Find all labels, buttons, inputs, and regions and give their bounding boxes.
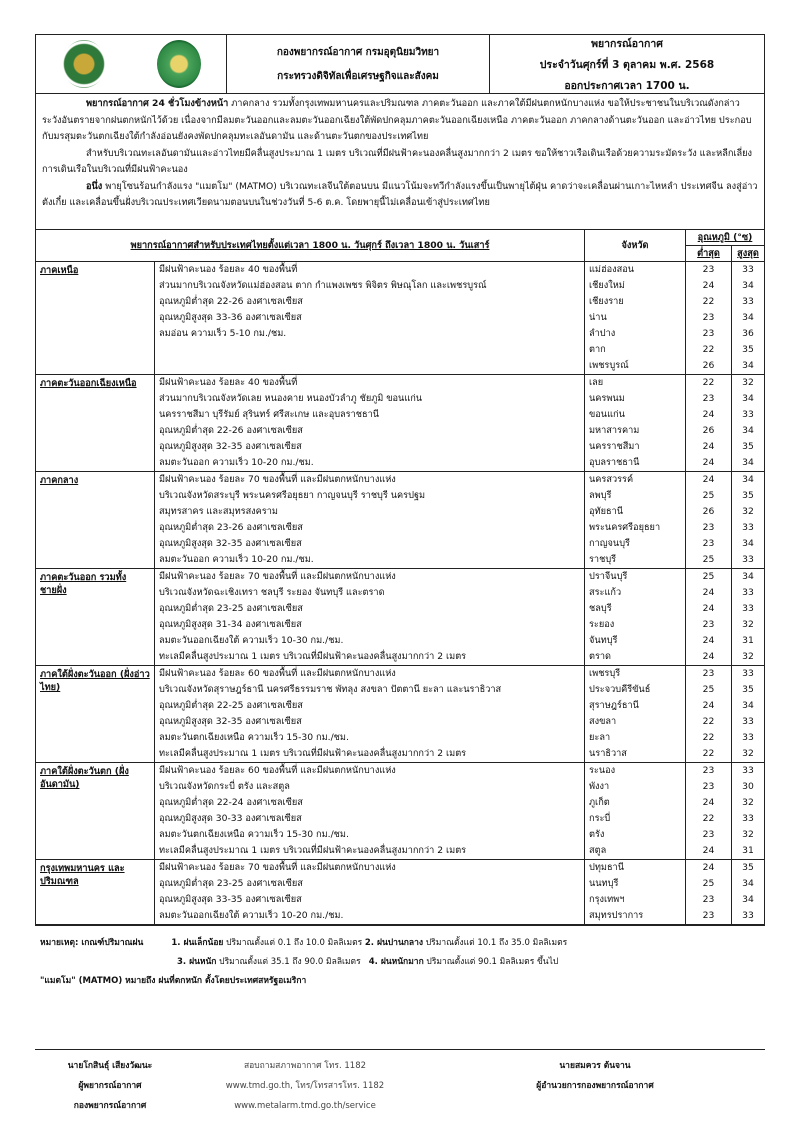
- n1-text: ปริมาณตั้งแต่ 0.1 ถึง 10.0 มิลลิเมตร: [223, 938, 365, 948]
- min-temp: 25: [702, 878, 715, 889]
- director-role: ผู้อำนวยการกองพยากรณ์อากาศ: [536, 1081, 654, 1091]
- max-temp: 32: [742, 829, 754, 840]
- description-line: อุณหภูมิสูงสุด 33-35 องศาเซลเซียส: [159, 894, 302, 905]
- contact-phone: สอบถามสภาพอากาศ โทร. 1182: [243, 1061, 367, 1071]
- rain-criteria-2: [40, 953, 567, 972]
- min-temp: 22: [702, 377, 715, 388]
- region-section: [36, 472, 764, 569]
- title: พยากรณ์อากาศ: [591, 37, 663, 50]
- min-temp: 23: [702, 328, 715, 339]
- max-temp: 33: [742, 910, 754, 921]
- min-temp: 25: [702, 684, 715, 695]
- region-section: [36, 666, 764, 763]
- summary-p2: สำหรับบริเวณทะเลอันดามันและอ่าวไทยมีคลื่นสูงประมาณ 1 เมตร บริเวณที่มีฝนฟ้าคะนองคลื่นสูงมากกว่า 2 เมตร ขอให้ชาวเรือเดินเรือด้วยความระมัดระวัง และหลีกเลี่ยงการเดินเรือในบริเวณที่มีฝนฟ้าคะนอง: [42, 147, 753, 175]
- province-name: อุทัยธานี: [589, 506, 624, 517]
- logos: [36, 35, 227, 93]
- province-name: อุบลราชธานี: [589, 457, 640, 468]
- region-description: [155, 262, 585, 375]
- min-temp: 24: [702, 587, 715, 598]
- description-line: ลมตะวันตกเฉียงเหนือ ความเร็ว 15-30 กม./ชม.: [159, 829, 349, 840]
- max-temp: 33: [742, 587, 754, 598]
- province-name: มหาสารคาม: [589, 425, 640, 436]
- max-temp-cell: [732, 763, 765, 860]
- min-temp-cell: [686, 569, 732, 666]
- max-temp: 33: [742, 765, 754, 776]
- max-temp-cell: [732, 472, 765, 569]
- max-temp: 33: [742, 668, 754, 679]
- description-line: อุณหภูมิต่ำสุด 22-25 องศาเซลเซียส: [159, 700, 303, 711]
- province-cell: [585, 666, 686, 763]
- province-name: ชลบุรี: [589, 603, 612, 614]
- max-temp: 32: [742, 651, 754, 662]
- forecast-box: [35, 34, 765, 926]
- rain-criteria-1: [40, 934, 567, 953]
- min-header: ต่ำสุด: [686, 246, 732, 262]
- description-line: ทะเลมีคลื่นสูงประมาณ 1 เมตร บริเวณที่มีฝนฟ้าคะนองคลื่นสูงมากกว่า 2 เมตร: [159, 748, 467, 759]
- description-line: ส่วนมากบริเวณจังหวัดแม่ฮ่องสอน ตาก กำแพงเพชร พิจิตร พิษณุโลก และเพชรบูรณ์: [159, 280, 487, 291]
- region-description: [155, 472, 585, 569]
- region-label: ภาคใต้ฝั่งตะวันตก (ฝั่งอันดามัน): [40, 766, 129, 790]
- notes-label: หมายเหตุ: เกณฑ์ปริมาณฝน: [40, 938, 144, 948]
- region-name: [36, 375, 155, 472]
- n1-label: 1. ฝนเล็กน้อย: [171, 938, 224, 948]
- min-temp: 26: [702, 425, 715, 436]
- summary-p1: [42, 96, 758, 146]
- max-temp: 33: [742, 296, 754, 307]
- org-line1: กองพยากรณ์อากาศ กรมอุตุนิยมวิทยา: [276, 46, 440, 58]
- province-cell: [585, 569, 686, 666]
- description-line: อุณหภูมิสูงสุด 31-34 องศาเซลเซียส: [159, 619, 302, 630]
- max-temp-cell: [732, 569, 765, 666]
- max-temp: 35: [742, 684, 754, 695]
- max-temp: 35: [742, 862, 754, 873]
- province-name: กรุงเทพฯ: [589, 894, 625, 905]
- province-name: ระยอง: [589, 619, 615, 630]
- description-line: มีฝนฟ้าคะนอง ร้อยละ 60 ของพื้นที่ และมีฝนตกหนักบางแห่ง: [159, 668, 396, 679]
- description-line: ทะเลมีคลื่นสูงประมาณ 1 เมตร บริเวณที่มีฝนฟ้าคะนองคลื่นสูงมากกว่า 2 เมตร: [159, 845, 467, 856]
- date: ประจำวันศุกร์ที่ 3 ตุลาคม พ.ศ. 2568: [539, 58, 715, 71]
- min-temp: 24: [702, 457, 715, 468]
- min-temp: 23: [702, 910, 715, 921]
- max-temp: 33: [742, 732, 754, 743]
- region-name: [36, 569, 155, 666]
- max-temp: 32: [742, 748, 754, 759]
- province-name: สมุทรปราการ: [589, 910, 644, 921]
- description-line: อุณหภูมิต่ำสุด 23-26 องศาเซลเซียส: [159, 522, 303, 533]
- description-line: สมุทรสาคร และสมุทรสงคราม: [159, 506, 278, 517]
- description-line: อุณหภูมิต่ำสุด 22-26 องศาเซลเซียส: [159, 296, 303, 307]
- region-section: [36, 569, 764, 666]
- min-temp: 22: [702, 344, 715, 355]
- max-temp: 32: [742, 377, 754, 388]
- max-temp: 33: [742, 813, 754, 824]
- min-temp: 24: [702, 409, 715, 420]
- max-temp: 30: [742, 781, 754, 792]
- region-label: กรุงเทพมหานคร และปริมณฑล: [40, 863, 125, 887]
- max-temp-cell: [732, 860, 765, 925]
- max-temp: 33: [742, 554, 754, 565]
- min-temp: 24: [702, 603, 715, 614]
- n3-label: 3. ฝนหนัก: [177, 957, 217, 967]
- summary-p3: [42, 179, 758, 212]
- max-temp: 33: [742, 603, 754, 614]
- description-line: มีฝนฟ้าคะนอง ร้อยละ 70 ของพื้นที่ และมีฝนตกหนักบางแห่ง: [159, 862, 396, 873]
- max-temp-cell: [732, 666, 765, 763]
- province-name: เชียงใหม่: [589, 280, 625, 291]
- document-title: [490, 35, 764, 93]
- max-temp: 32: [742, 506, 754, 517]
- min-temp-cell: [686, 472, 732, 569]
- min-temp: 23: [702, 312, 715, 323]
- province-cell: [585, 860, 686, 925]
- province-cell: [585, 763, 686, 860]
- n4-label: 4. ฝนหนักมาก: [368, 957, 424, 967]
- province-name: ขอนแก่น: [589, 409, 625, 420]
- description-line: ลมอ่อน ความเร็ว 5-10 กม./ชม.: [159, 328, 287, 339]
- province-name: พังงา: [589, 781, 610, 792]
- max-temp: 34: [742, 280, 754, 291]
- summary: [36, 94, 764, 230]
- director: [505, 1056, 685, 1096]
- region-description: [155, 763, 585, 860]
- min-temp: 22: [702, 732, 715, 743]
- max-temp: 34: [742, 457, 754, 468]
- region-section: [36, 375, 764, 472]
- forecaster-dept: กองพยากรณ์อากาศ: [73, 1101, 147, 1111]
- province-cell: [585, 375, 686, 472]
- region-name: [36, 472, 155, 569]
- max-temp: 35: [742, 344, 754, 355]
- min-temp: 23: [702, 264, 715, 275]
- summary-p3-lead: อนึ่ง: [86, 180, 103, 192]
- min-temp: 22: [702, 296, 715, 307]
- description-line: อุณหภูมิต่ำสุด 22-24 องศาเซลเซียส: [159, 797, 303, 808]
- max-temp: 34: [742, 878, 754, 889]
- max-temp: 33: [742, 716, 754, 727]
- region-section: [36, 763, 764, 860]
- description-line: มีฝนฟ้าคะนอง ร้อยละ 40 ของพื้นที่: [159, 264, 298, 275]
- description-line: มีฝนฟ้าคะนอง ร้อยละ 60 ของพื้นที่ และมีฝนตกหนักบางแห่ง: [159, 765, 396, 776]
- n2-label: 2. ฝนปานกลาง: [364, 938, 424, 948]
- contact-service-link[interactable]: www.metalarm.tmd.go.th/service: [234, 1101, 376, 1111]
- max-temp: 34: [742, 571, 754, 582]
- n3-text: ปริมาณตั้งแต่ 35.1 ถึง 90.0 มิลลิเมตร: [216, 957, 361, 967]
- region-description: [155, 569, 585, 666]
- min-temp: 23: [702, 538, 715, 549]
- province-name: ปทุมธานี: [589, 862, 624, 873]
- min-temp-cell: [686, 375, 732, 472]
- region-label: ภาคเหนือ: [40, 265, 79, 276]
- contact-website[interactable]: www.tmd.go.th, โทร/โทรสารโทร. 1182: [225, 1081, 385, 1091]
- province-name: ประจวบคีรีขันธ์: [589, 684, 651, 695]
- province-name: กาญจนบุรี: [589, 538, 630, 549]
- province-cell: [585, 262, 686, 375]
- min-temp-cell: [686, 262, 732, 375]
- description-line: อุณหภูมิต่ำสุด 23-25 องศาเซลเซียส: [159, 878, 303, 889]
- min-temp: 25: [702, 571, 715, 582]
- min-temp: 26: [702, 360, 715, 371]
- max-temp: 34: [742, 393, 754, 404]
- forecaster: [45, 1056, 175, 1116]
- min-temp: 24: [702, 797, 715, 808]
- min-temp: 24: [702, 280, 715, 291]
- max-temp: 34: [742, 538, 754, 549]
- description-line: มีฝนฟ้าคะนอง ร้อยละ 70 ของพื้นที่ และมีฝนตกหนักบางแห่ง: [159, 474, 396, 485]
- n4-text: ปริมาณตั้งแต่ 90.1 มิลลิเมตร ขึ้นไป: [423, 957, 559, 967]
- province-name: เชียงราย: [589, 296, 624, 307]
- description-line: ลมตะวันออก ความเร็ว 10-20 กม./ชม.: [159, 457, 314, 468]
- director-name: นายสมควร ต้นจาน: [559, 1061, 631, 1071]
- max-temp: 34: [742, 894, 754, 905]
- n2-text: ปริมาณตั้งแต่ 10.1 ถึง 35.0 มิลลิเมตร: [423, 938, 568, 948]
- region-name: [36, 860, 155, 925]
- notes: [40, 934, 567, 991]
- region-label: ภาคใต้ฝั่งตะวันออก (ฝั่งอ่าวไทย): [40, 669, 150, 693]
- province-name: สระแก้ว: [589, 587, 622, 598]
- min-temp: 24: [702, 862, 715, 873]
- description-line: บริเวณจังหวัดสุราษฎร์ธานี นครศรีธรรมราช พัทลุง สงขลา ปัตตานี ยะลา และนราธิวาส: [159, 684, 502, 695]
- min-temp: 23: [702, 765, 715, 776]
- min-temp: 26: [702, 506, 715, 517]
- min-temp-cell: [686, 666, 732, 763]
- province-name: น่าน: [589, 312, 607, 323]
- province-name: ตรัง: [589, 829, 605, 840]
- min-temp: 24: [702, 651, 715, 662]
- min-temp: 23: [702, 619, 715, 630]
- description-line: อุณหภูมิต่ำสุด 22-26 องศาเซลเซียส: [159, 425, 303, 436]
- province-name: ตาก: [589, 344, 606, 355]
- description-line: อุณหภูมิสูงสุด 30-33 องศาเซลเซียส: [159, 813, 302, 824]
- min-temp: 24: [702, 441, 715, 452]
- max-temp: 34: [742, 474, 754, 485]
- forecast-table: [36, 230, 764, 925]
- max-temp: 36: [742, 328, 754, 339]
- description-line: มีฝนฟ้าคะนอง ร้อยละ 70 ของพื้นที่ และมีฝนตกหนักบางแห่ง: [159, 571, 396, 582]
- description-line: ลมตะวันออกเฉียงใต้ ความเร็ว 10-30 กม./ชม.: [159, 635, 344, 646]
- max-temp-cell: [732, 375, 765, 472]
- province-name: นนทบุรี: [589, 878, 619, 889]
- province-name: สงขลา: [589, 716, 617, 727]
- max-temp-cell: [732, 262, 765, 375]
- region-label: ภาคตะวันออกเฉียงเหนือ: [40, 378, 137, 389]
- min-temp: 23: [702, 393, 715, 404]
- description-line: บริเวณจังหวัดกระบี่ ตรัง และสตูล: [159, 781, 290, 792]
- province-name: สตูล: [589, 845, 607, 856]
- header: [36, 35, 764, 94]
- min-temp: 23: [702, 668, 715, 679]
- region-label: ภาคกลาง: [40, 475, 79, 486]
- summary-p3-text: พายุโซนร้อนกำลังแรง "แมตโม" (MATMO) บริเวณทะเลจีนใต้ตอนบน มีแนวโน้มจะทวีกำลังแรงขึ้นเป็นพายุไต้ฝุ่น คาดว่าจะเคลื่อนผ่านเกาะไหหลำ ประเทศจีน ลงสู่อ่าวตังเกี๋ย และเคลื่อนขึ้นฝั่งบริเวณประเทศเวียดนามตอนบนในช่วงวันที่ 5-6 ต.ค. โดยพายุนี้ไม่เคลื่อนเข้าสู่ประเทศไทย: [42, 180, 758, 208]
- province-name: สุราษฎร์ธานี: [589, 700, 639, 711]
- min-temp: 24: [702, 700, 715, 711]
- footer: [35, 1049, 765, 1111]
- description-line: อุณหภูมิสูงสุด 32-35 องศาเซลเซียส: [159, 538, 302, 549]
- description-line: อุณหภูมิสูงสุด 33-36 องศาเซลเซียส: [159, 312, 302, 323]
- description-line: มีฝนฟ้าคะนอง ร้อยละ 40 ของพื้นที่: [159, 377, 298, 388]
- min-temp: 25: [702, 554, 715, 565]
- description-line: นครราชสีมา บุรีรัมย์ สุรินทร์ ศรีสะเกษ และอุบลราชธานี: [159, 409, 380, 420]
- min-temp: 24: [702, 635, 715, 646]
- max-temp: 33: [742, 264, 754, 275]
- province-name: พระนครศรีอยุธยา: [589, 522, 661, 533]
- min-temp: 22: [702, 813, 715, 824]
- province-name: ตราด: [589, 651, 612, 662]
- max-temp: 35: [742, 441, 754, 452]
- province-name: เลย: [589, 377, 604, 388]
- province-name: เพชรบุรี: [589, 668, 621, 679]
- max-header: สูงสุด: [732, 246, 765, 262]
- region-description: [155, 860, 585, 925]
- min-temp-cell: [686, 860, 732, 925]
- contact: [210, 1056, 400, 1116]
- issued-time: ออกประกาศเวลา 1700 น.: [564, 79, 690, 92]
- min-temp: 23: [702, 781, 715, 792]
- province-header: จังหวัด: [585, 230, 686, 262]
- min-temp: 23: [702, 894, 715, 905]
- description-line: ลมตะวันตกเฉียงเหนือ ความเร็ว 15-30 กม./ชม.: [159, 732, 349, 743]
- region-name: [36, 262, 155, 375]
- region-description: [155, 375, 585, 472]
- description-line: อุณหภูมิสูงสุด 32-35 องศาเซลเซียส: [159, 716, 302, 727]
- max-temp: 33: [742, 522, 754, 533]
- province-name: ภูเก็ต: [589, 797, 610, 808]
- tmd-logo-icon: [62, 40, 106, 88]
- region-name: [36, 666, 155, 763]
- max-temp: 31: [742, 635, 754, 646]
- region-description: [155, 666, 585, 763]
- max-temp: 31: [742, 845, 754, 856]
- province-name: นราธิวาส: [589, 748, 627, 759]
- province-name: นครพนม: [589, 393, 625, 404]
- max-temp: 34: [742, 425, 754, 436]
- province-name: ยะลา: [589, 732, 611, 743]
- province-name: กระบี่: [589, 813, 611, 824]
- region-name: [36, 763, 155, 860]
- max-temp: 33: [742, 409, 754, 420]
- organization: [227, 35, 490, 93]
- description-line: บริเวณจังหวัดสระบุรี พระนครศรีอยุธยา กาญจนบุรี ราชบุรี นครปฐม: [159, 490, 426, 501]
- description-line: ลมตะวันออกเฉียงใต้ ความเร็ว 10-20 กม./ชม.: [159, 910, 344, 921]
- min-temp: 22: [702, 716, 715, 727]
- province-name: นครสวรรค์: [589, 474, 634, 485]
- max-temp: 35: [742, 490, 754, 501]
- min-temp: 24: [702, 845, 715, 856]
- max-temp: 34: [742, 312, 754, 323]
- ministry-seal-icon: [157, 40, 201, 88]
- min-temp-cell: [686, 763, 732, 860]
- min-temp: 25: [702, 490, 715, 501]
- province-name: ลพบุรี: [589, 490, 612, 501]
- min-temp: 23: [702, 829, 715, 840]
- province-name: ปราจีนบุรี: [589, 571, 628, 582]
- summary-p1-text: ภาคกลาง รวมทั้งกรุงเทพมหานครและปริมณฑล ภาคตะวันออก และภาคใต้มีฝนตกหนักบางแห่ง ขอให้ประชาชนในบริเวณดังกล่าวระวังอันตรายจากฝนตกหนักไว้ด้วย เนื่องจากมีลมตะวันออกและลมตะวันออกเฉียงใต้พัดปกคลุมภาคตะวันออกเฉียงเหนือ ภาคตะวันออก ภาคกลางด้านตะวันออก และอ่าวไทย ประกอบกับมรสุมตะวันตกเฉียงใต้กำลังอ่อนยังคงพัดปกคลุมทะเลอันดามัน และด้านตะวันตกของประเทศไทย: [42, 98, 752, 142]
- region-section: [36, 262, 764, 375]
- province-name: ลำปาง: [589, 328, 616, 339]
- province-name: ระนอง: [589, 765, 616, 776]
- org-line2: กระทรวงดิจิทัลเพื่อเศรษฐกิจและสังคม: [277, 70, 439, 82]
- description-line: ทะเลมีคลื่นสูงประมาณ 1 เมตร บริเวณที่มีฝนฟ้าคะนองคลื่นสูงมากกว่า 2 เมตร: [159, 651, 467, 662]
- province-name: นครราชสีมา: [589, 441, 640, 452]
- province-name: เพชรบูรณ์: [589, 360, 629, 371]
- matmo-note: "แมตโม" (MATMO) หมายถึง ฝนที่ตกหนัก ตั้งโดยประเทศสหรัฐอเมริกา: [40, 976, 307, 986]
- max-temp: 32: [742, 619, 754, 630]
- min-temp: 24: [702, 474, 715, 485]
- min-temp: 23: [702, 522, 715, 533]
- min-temp: 22: [702, 748, 715, 759]
- province-name: จันทบุรี: [589, 635, 618, 646]
- max-temp: 34: [742, 700, 754, 711]
- description-line: ลมตะวันออก ความเร็ว 10-20 กม./ชม.: [159, 554, 314, 565]
- description-line: ส่วนมากบริเวณจังหวัดเลย หนองคาย หนองบัวลำภู ชัยภูมิ ขอนแก่น: [159, 393, 423, 404]
- table-heading: พยากรณ์อากาศสำหรับประเทศไทยตั้งแต่เวลา 1800 น. วันศุกร์ ถึงเวลา 1800 น. วันเสาร์: [36, 230, 585, 262]
- description-line: บริเวณจังหวัดฉะเชิงเทรา ชลบุรี ระยอง จันทบุรี และตราด: [159, 587, 385, 598]
- forecaster-name: นายโกสินธุ์ เสียงวัฒนะ: [67, 1061, 153, 1071]
- forecaster-role: ผู้พยากรณ์อากาศ: [78, 1081, 142, 1091]
- description-line: อุณหภูมิต่ำสุด 23-25 องศาเซลเซียส: [159, 603, 303, 614]
- region-label: ภาคตะวันออก รวมทั้งชายฝั่ง: [40, 572, 127, 596]
- province-name: ราชบุรี: [589, 554, 617, 565]
- summary-p1-lead: พยากรณ์อากาศ 24 ชั่วโมงข้างหน้า: [86, 98, 229, 109]
- region-section: [36, 860, 764, 925]
- max-temp: 34: [742, 360, 754, 371]
- temp-header: อุณหภูมิ (°ซ): [686, 230, 765, 246]
- province-cell: [585, 472, 686, 569]
- description-line: อุณหภูมิสูงสุด 32-35 องศาเซลเซียส: [159, 441, 302, 452]
- province-name: แม่ฮ่องสอน: [589, 264, 634, 275]
- max-temp: 32: [742, 797, 754, 808]
